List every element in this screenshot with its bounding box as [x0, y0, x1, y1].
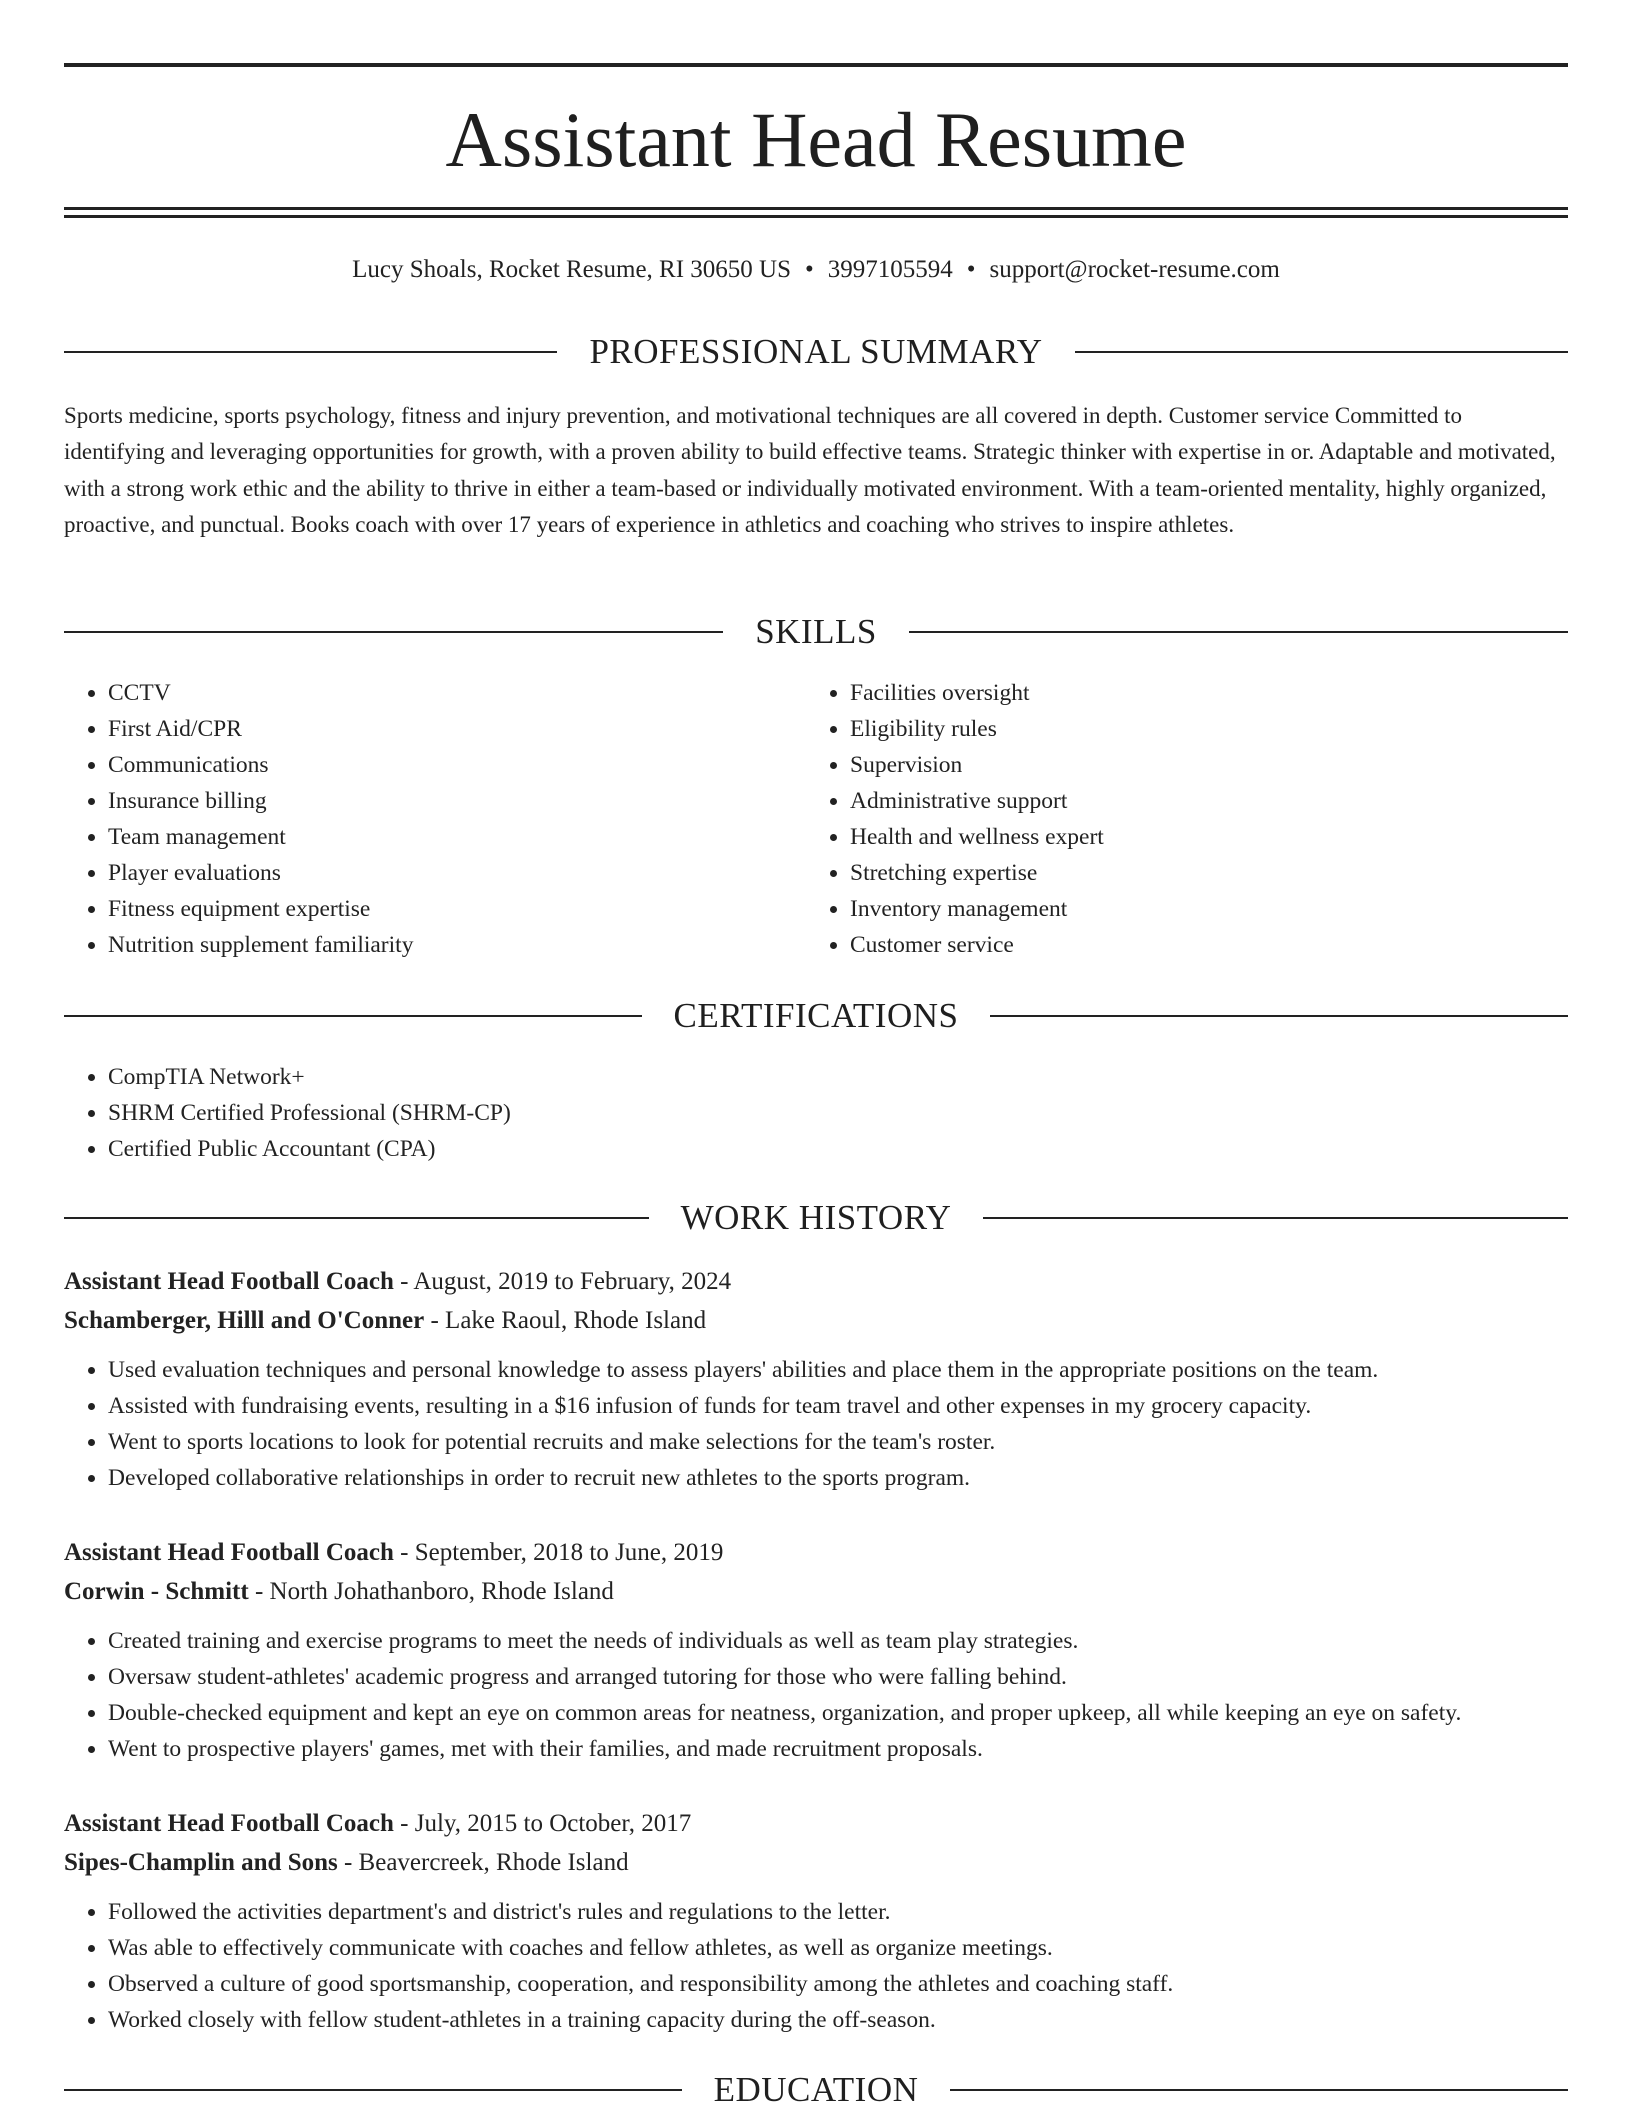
job-company-line: [64, 1572, 1568, 1611]
certification-item: • SHRM Certified Professional (SHRM-CP): [108, 1095, 511, 1131]
skill-item: • Inventory management: [850, 891, 1566, 927]
job-title-line: [64, 1533, 1568, 1572]
certification-item: • CompTIA Network+: [108, 1059, 511, 1095]
job-company-line: [64, 1301, 1568, 1340]
skill-item: • Fitness equipment expertise: [108, 891, 804, 927]
job-bullet: • Oversaw student-athletes' academic progress and arranged tutoring for those who were falling behind.: [108, 1659, 1568, 1695]
certification-item: • Certified Public Accountant (CPA): [108, 1131, 511, 1167]
job-entry: [64, 1262, 1568, 1496]
section-rule: [950, 2089, 1568, 2091]
job-bullet: • Created training and exercise programs to meet the needs of individuals as well as team play strategies.: [108, 1623, 1568, 1659]
job-location: - North Johathanboro, Rhode Island: [248, 1578, 614, 1605]
job-bullet: • Worked closely with fellow student-athletes in a training capacity during the off-season.: [108, 2002, 1568, 2038]
job-dates: - July, 2015 to October, 2017: [393, 1810, 692, 1837]
job-bullet: • Observed a culture of good sportsmanship, cooperation, and responsibility among the athletes and coaching staff.: [108, 1966, 1568, 2002]
skill-item: • First Aid/CPR: [108, 711, 804, 747]
job-bullet: • Followed the activities department's and district's rules and regulations to the letter.: [108, 1894, 1568, 1930]
job-bullet: • Used evaluation techniques and personal knowledge to assess players' abilities and place them in the appropriate positions on the team.: [108, 1352, 1568, 1388]
section-rule: [983, 1217, 1568, 1219]
section-rule: [64, 1015, 642, 1017]
section-rule: [990, 1015, 1568, 1017]
section-title-skills: SKILLS: [755, 612, 877, 651]
section-header-certifications: [64, 994, 1568, 1038]
job-dates: - August, 2019 to February, 2024: [393, 1268, 732, 1295]
section-header-skills: [64, 610, 1568, 654]
job-title: Assistant Head Football Coach: [64, 1539, 394, 1566]
job-bullet: • Assisted with fundraising events, resulting in a $16 infusion of funds for team travel and other expenses in my grocery capacity.: [108, 1388, 1568, 1424]
skill-item: • Nutrition supplement familiarity: [108, 927, 804, 963]
section-rule: [64, 2089, 682, 2091]
job-company-line: [64, 1843, 1568, 1882]
section-rule: [1075, 351, 1568, 353]
skills-column-right: [806, 675, 1566, 963]
job-title: Assistant Head Football Coach: [64, 1810, 394, 1837]
skills-column-left: [64, 675, 804, 963]
contact-separator: •: [966, 256, 976, 283]
section-title-certifications: CERTIFICATIONS: [673, 996, 959, 1035]
section-rule: [909, 631, 1568, 633]
job-title: Assistant Head Football Coach: [64, 1268, 394, 1295]
section-header-education: [64, 2068, 1568, 2112]
title-rule-lower: [64, 215, 1568, 218]
section-rule: [64, 1217, 649, 1219]
job-company: Corwin - Schmitt: [64, 1578, 249, 1605]
skill-item: • Communications: [108, 747, 804, 783]
contact-separator: •: [805, 256, 814, 283]
skill-item: • Eligibility rules: [850, 711, 1566, 747]
skill-item: • Player evaluations: [108, 855, 804, 891]
title-rule-upper: [64, 207, 1568, 210]
top-rule: [64, 63, 1568, 67]
job-entry: [64, 1804, 1568, 2038]
section-header-work-history: [64, 1196, 1568, 1240]
job-company: Schamberger, Hilll and O'Conner: [64, 1307, 425, 1334]
summary-text: Sports medicine, sports psychology, fitness and injury prevention, and motivational techniques are all covered in depth. Customer service Committed to identifying and leveraging opportunities for growth, with a proven ability to build effective teams. Strategic thinker with expertise in or. Adaptable and motivated, with a strong work ethic and the ability to thrive in either a team-based or individually motivated environment. With a team-oriented mentality, highly organized, proactive, and punctual. Books coach with over 17 years of experience in athletics and coaching who strives to inspire athletes.: [64, 403, 1556, 538]
job-title-line: [64, 1804, 1568, 1843]
section-header-summary: [64, 330, 1568, 374]
job-bullet: • Developed collaborative relationships in order to recruit new athletes to the sports program.: [108, 1460, 1568, 1496]
skill-item: • Team management: [108, 819, 804, 855]
contact-address: Lucy Shoals, Rocket Resume, RI 30650 US: [352, 256, 792, 283]
section-rule: [64, 631, 723, 633]
skill-item: • Insurance billing: [108, 783, 804, 819]
job-location: - Beavercreek, Rhode Island: [337, 1849, 629, 1876]
section-rule: [64, 351, 557, 353]
skill-item: • Administrative support: [850, 783, 1566, 819]
section-title-education: EDUCATION: [713, 2070, 919, 2109]
job-dates: - September, 2018 to June, 2019: [393, 1539, 724, 1566]
job-title-line: [64, 1262, 1568, 1301]
job-bullet: • Double-checked equipment and kept an eye on common areas for neatness, organization, and proper upkeep, all while keeping an eye on safety.: [108, 1695, 1568, 1731]
contact-email: support@rocket-resume.com: [989, 256, 1280, 283]
contact-line: [64, 252, 1568, 288]
certifications-list: [64, 1059, 511, 1167]
skill-item: • CCTV: [108, 675, 804, 711]
section-title-summary: PROFESSIONAL SUMMARY: [589, 332, 1043, 371]
skill-item: • Facilities oversight: [850, 675, 1566, 711]
job-entry: [64, 1533, 1568, 1767]
skill-item: • Stretching expertise: [850, 855, 1566, 891]
job-bullet: • Went to sports locations to look for potential recruits and make selections for the team's roster.: [108, 1424, 1568, 1460]
job-company: Sipes-Champlin and Sons: [64, 1849, 338, 1876]
skill-item: • Supervision: [850, 747, 1566, 783]
contact-phone: 3997105594: [827, 256, 953, 283]
skill-item: • Customer service: [850, 927, 1566, 963]
section-title-work-history: WORK HISTORY: [680, 1198, 952, 1237]
job-location: - Lake Raoul, Rhode Island: [424, 1307, 707, 1334]
job-bullet: • Went to prospective players' games, met with their families, and made recruitment proposals.: [108, 1731, 1568, 1767]
job-bullet: • Was able to effectively communicate with coaches and fellow athletes, as well as organize meetings.: [108, 1930, 1568, 1966]
resume-title: Assistant Head Resume: [445, 96, 1187, 183]
skill-item: • Health and wellness expert: [850, 819, 1566, 855]
